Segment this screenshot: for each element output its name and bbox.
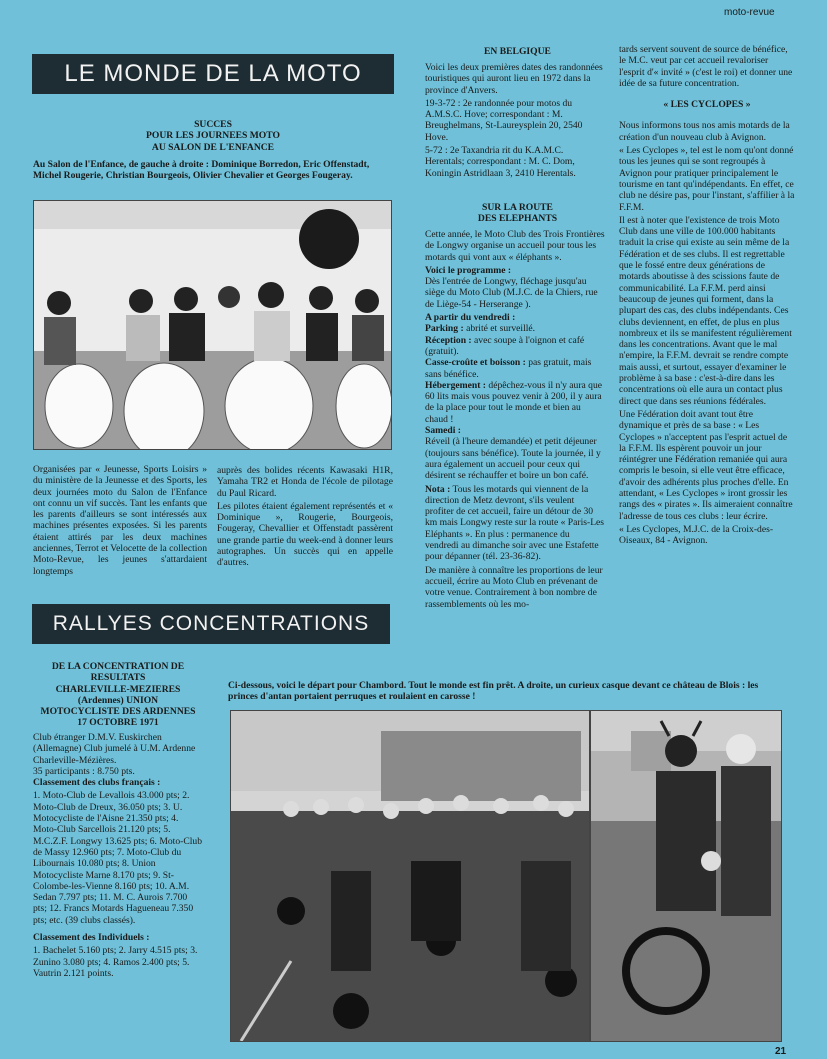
succes-body-right-1: auprès des bolides récents Kawasaki H1R, Yamaha TR2 et Honda de l'école de pilotage du Paul Ricard. bbox=[217, 465, 393, 499]
results-participants: 35 participants : 8.750 pts. bbox=[33, 765, 135, 777]
succes-title-1: SUCCES bbox=[194, 119, 232, 130]
elephants-programme-label: Voici le programme : bbox=[425, 264, 512, 276]
parking-label: Parking : bbox=[425, 323, 464, 335]
succes-body-right-2: Les pilotes étaient également représentés et « Dominique », Rougerie, Bourgeois, Fougeray, Chevallier et Offenstadt passèrent une grande partie du week-end à donner leurs autographes. Un succès qui en appelle d'autres. bbox=[217, 500, 393, 569]
hebergement-label: Hébergement : bbox=[425, 379, 487, 391]
elephants-reception-line bbox=[425, 335, 605, 358]
elephants-title-2: DES ELEPHANTS bbox=[477, 213, 558, 225]
belgique-intro: Voici les deux premières dates des randonnées touristiques qui auront lieu en 1972 dans la province d'Anvers. bbox=[425, 62, 603, 96]
reception-text: avec soupe à l'oignon et café (gratuit). bbox=[425, 334, 585, 357]
casse-label: Casse-croûte et boisson : bbox=[425, 357, 526, 369]
results-indiv: 1. Bachelet 5.160 pts; 2. Jarry 4.515 pts; 3. Zunino 3.080 pts; 4. Ramos 2.400 pts; 5. Vautrin 2.121 points. bbox=[33, 945, 198, 979]
reception-label: Réception : bbox=[425, 334, 472, 346]
elephants-hebergement-line bbox=[425, 380, 605, 425]
elephants-casse-line bbox=[425, 357, 605, 380]
results-title bbox=[33, 661, 203, 729]
chambord-caption: Ci-dessous, voici le départ pour Chambord. Tout le monde est fin prêt. A droite, un curieux casque devant ce château de Blois : les princes d'antan portaient perruques et roulaient en carosse ! bbox=[228, 680, 759, 703]
cyclopes-p2: « Les Cyclopes », tel est le nom qu'ont donné tous les jeunes qui se sont regroupés à Avignon pour pratiquer principalement le tourisme en tant qu'indépendants. En effet, ce club ne désire pas, pour l'instant, s'affilier à la F.F.M. bbox=[619, 145, 795, 213]
results-title-3: CHARLEVILLE-MEZIERES bbox=[55, 683, 181, 695]
nota-text: Tous les motards qui viennent de la direction de Metz devront, s'ils veulent profiter de cet accueil, faire un détour de 30 km mais Longwy reste sur la route « Paris-Les Eléphants ». En plus : permanence du vendredi au dimanche soir avec une Estafette pour dépanner (tél. 23-36-82). bbox=[425, 483, 605, 563]
elephants-title-1: SUR LA ROUTE bbox=[482, 202, 553, 213]
succes-title-2: POUR LES JOURNEES MOTO bbox=[146, 130, 280, 142]
belgique-body bbox=[425, 62, 605, 181]
elephants-intro: Cette année, le Moto Club des Trois Frontières de Longwy organise un accueil pour tous les motards qui vont aux « éléphants ». bbox=[425, 229, 605, 263]
results-clubs-label: Classement des clubs français : bbox=[33, 777, 161, 789]
parking-text: abrité et surveillé. bbox=[466, 323, 536, 335]
cyclopes-p4: Une Fédération doit avant tout être dynamique et près de sa base : « Les Cyclopes » n'acceptent pas l'esprit actuel de la F.F.M. Ils espèrent pouvoir un jour réintégrer une Fédération remaniée qui aura compris le besoin, si elle veut être efficace, d'avoir des adhérents plus proches d'elle. En attendant, « Les Cyclopes » iront grossir les rangs des « pirates ». Ils aimeraient connaître l'adresse de tous ces clubs : leur écrire. bbox=[619, 408, 793, 522]
nota-label: Nota : bbox=[425, 483, 451, 495]
elephants-title bbox=[425, 202, 610, 225]
elephants-vendredi-label: A partir du vendredi : bbox=[425, 312, 516, 324]
succes-photo-caption: Au Salon de l'Enfance, de gauche à droite : Dominique Borredon, Eric Offenstadt, Michel Rougerie, Christian Bourgeois, Olivier Chevalier et Georges Fougeray. bbox=[33, 159, 370, 182]
departure-illustration bbox=[231, 711, 589, 1041]
section-banner-monde: LE MONDE DE LA MOTO bbox=[32, 54, 394, 94]
succes-body-right bbox=[217, 465, 393, 571]
elephants-samedi-label: Samedi : bbox=[425, 425, 461, 437]
results-title-6: 17 OCTOBRE 1971 bbox=[77, 717, 159, 729]
succes-title bbox=[32, 119, 394, 153]
running-head: moto-revue bbox=[724, 7, 775, 18]
elephants-programme: Dès l'entrée de Longwy, fléchage jusqu'au siège du Moto Club (M.J.C. de la Chiers, rue de Liège-54 - Herserange ). bbox=[425, 276, 598, 310]
cyclopes-continued: tards servent souvent de source de bénéfice, le M.C. veut par cet accueil revaloriser l'esprit d'« invité » (c'est le roi) et donner une idée de sa future concentration. bbox=[619, 44, 793, 89]
page-number: 21 bbox=[775, 1046, 787, 1057]
results-indiv-label: Classement des Individuels : bbox=[33, 932, 150, 944]
belgique-item1: 19-3-72 : 2e randonnée pour motos du A.M.S.C. Hove; correspondant : M. Breughelmans, St-Laureysplein 20, 2540 Hove. bbox=[425, 97, 583, 143]
elephants-closing: De manière à connaître les proportions de leur accueil, écrire au Moto Club en prévenant de votre venue. Contrairement à bon nombre de rassemblements où les mo- bbox=[425, 564, 603, 610]
elephants-body bbox=[425, 229, 605, 612]
cyclopes-address: « Les Cyclopes, M.J.C. de la Croix-des-Oiseaux, 84 - Avignon. bbox=[619, 523, 774, 547]
results-intro: Club étranger D.M.V. Euskirchen (Allemagne) Club jumelé à U.M. Ardenne Charleville-Mézières. bbox=[33, 732, 196, 766]
helmet-illustration bbox=[591, 711, 781, 1041]
results-body bbox=[33, 732, 203, 981]
belgique-item2: 5-72 : 2e Taxandria rit du K.A.M.C. Herentals; correspondant : M. C. Dom, Koningin Astridlaan 3, 2410 Herentals. bbox=[425, 145, 576, 179]
elephants-parking-line bbox=[425, 323, 605, 334]
salon-photo bbox=[33, 200, 392, 450]
results-title-1: RESULTATS bbox=[90, 672, 146, 684]
elephants-nota-line bbox=[425, 484, 605, 563]
blois-helmet-photo bbox=[590, 710, 782, 1042]
results-title-4: (Ardennes) UNION bbox=[77, 694, 159, 706]
succes-title-3: AU SALON DE L'ENFANCE bbox=[151, 141, 275, 153]
cyclopes-title: « LES CYCLOPES » bbox=[663, 99, 751, 111]
elephants-samedi: Réveil (à l'heure demandée) et petit déjeuner (toujours sans bénéfice). Toute la journée, il y aura également un accueil pour ceux qui désirent se réchauffer et boire un bon café. bbox=[425, 436, 601, 482]
salon-photo-illustration bbox=[34, 201, 391, 449]
cyclopes-p1: Nous informons tous nos amis motards de la création d'un nouveau club à Avignon. bbox=[619, 120, 790, 143]
section-banner-rallyes: RALLYES CONCENTRATIONS bbox=[32, 604, 390, 644]
casse-text: pas gratuit, mais sans bénéfice. bbox=[425, 357, 592, 380]
cyclopes-p3: Il est à noter que l'existence de trois Moto Club dans une ville de 100.000 habitants traduit la crise qui existe au sein même de la Fédération et de ses clubs. Il est regrettable que le fossé entre deux générations de motards aboutisse à des scissions faute de communicabilité. La F.F.M. perd ainsi beaucoup de jeunes qui forment, dans la plupart des cas, des clubs indépendants. Ces clubs deviennent, en effet, de plus en plus nombreux et ils se manifestent régulièrement dans les concentrations. Avant que le mal n'empire, la F.F.M. devrait se rendre compte mais aussi, et surtout, essayer d'examiner le problème à sa base : c'est-à-dire dans les concentrations où elle aura un contact plus direct que dans ses réunions fédérales. bbox=[619, 214, 792, 407]
results-clubs: 1. Moto-Club de Levallois 43.000 pts; 2. Moto-Club de Dreux, 36.050 pts; 3. U. Motocycliste de l'Aisne 21.350 pts; 4. Moto-Club Sarcellois 21.120 pts; 5. M.C.Z.F. Longwy 13.625 pts; 6. Moto-Club de Massy 12.960 pts; 7. Moto-Club du Libournais 10.080 pts; 8. Union Motocycliste Marne 8.170 pts; 9. St-Colombe-les-Vienne 8.160 pts; 10. A.M. Sedan 7.797 pts; 11. M. C. Aurois 7.700 pts; 12. Francs Motards Hagueneau 7.350 pts; etc. (39 clubs classés). bbox=[33, 790, 203, 926]
chambord-departure-photo bbox=[230, 710, 590, 1042]
belgique-title: EN BELGIQUE bbox=[484, 46, 551, 57]
cyclopes-column bbox=[619, 44, 795, 548]
succes-body-left: Organisées par « Jeunesse, Sports Loisirs » du ministère de la Jeunesse et des Sports, les deux journées moto du Salon de l'Enfance ont connu un vif succès. Tant les enfants que les parents d'ailleurs se sont intéressés aux machines présentes exposées. Si les parents étaient attirés par les deux machines anciennes, Terrot et Velocette de la collection Moto-Revue, les jeunes s'attardaient longtemps bbox=[33, 464, 207, 577]
results-title-2: DE LA CONCENTRATION DE bbox=[51, 661, 185, 672]
results-title-5: MOTOCYCLISTE DES ARDENNES bbox=[40, 706, 196, 718]
hebergement-text: dépêchez-vous il n'y aura que 60 lits mais vous pouvez venir à 200, il y aura de la place pour tout le monde et bien au chaud ! bbox=[425, 379, 603, 425]
